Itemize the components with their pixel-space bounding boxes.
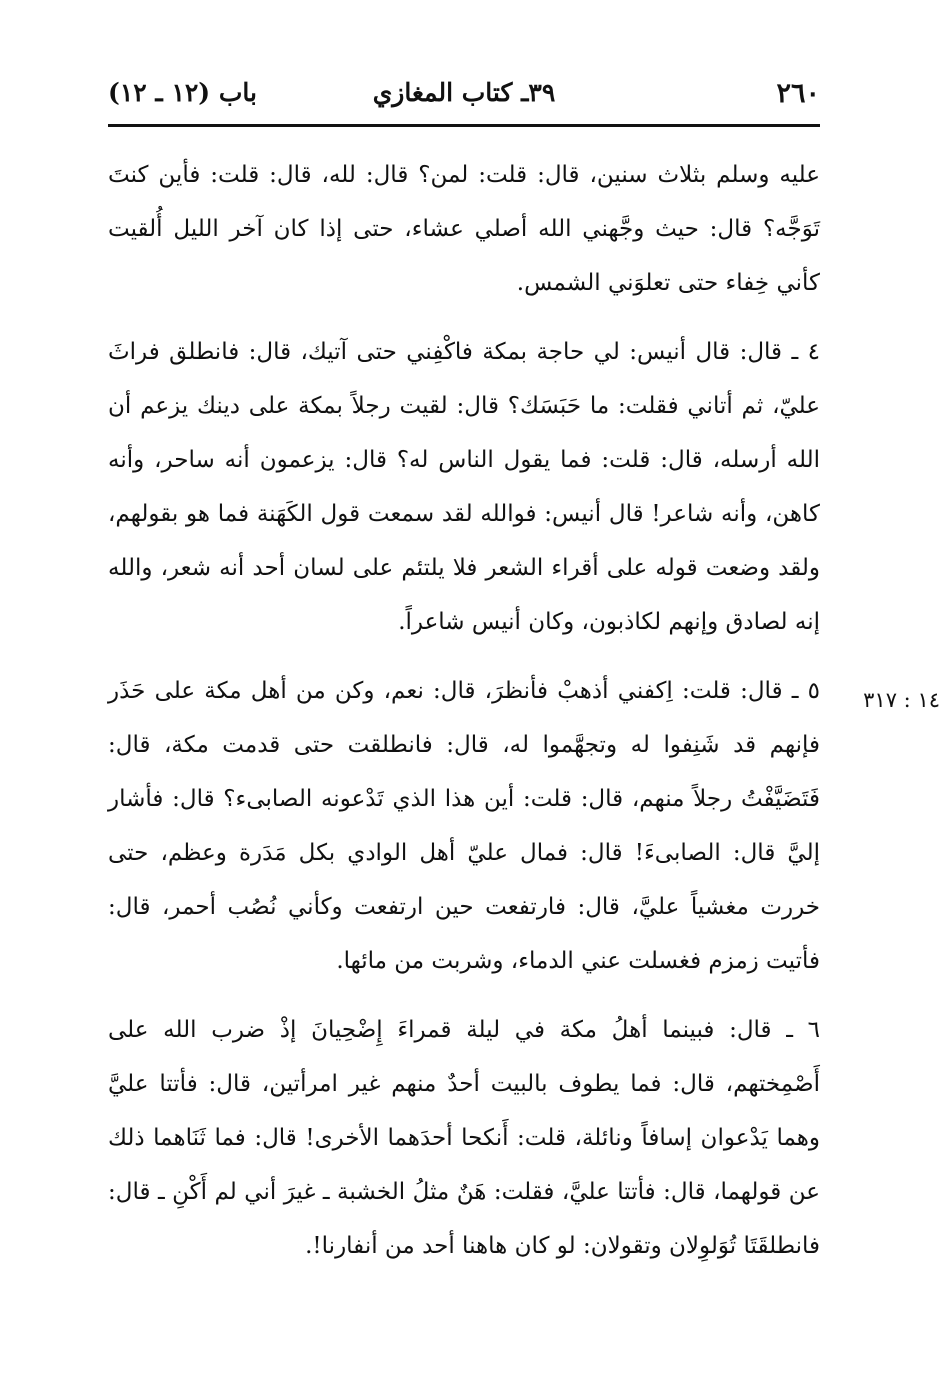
- paragraph-continuation: عليه وسلم بثلاث سنين، قال: قلت: لمن؟ قال: لله، قال: قلت: فأين كنتَ تَوَجَّه؟ قال: حيث وجَّهني الله أصلي عشاء، حتى إذا كان آخر الليل أُلقيت كأني خِفاء حتى تعلوَني الشمس.: [108, 162, 820, 296]
- book-title: ٣٩ـ كتاب المغازي: [372, 78, 556, 107]
- page-number: ٢٦٠: [776, 78, 820, 109]
- margin-reference: ١٤ : ٣١٧: [863, 688, 940, 712]
- paragraph-4: ٤ ـ قال: قال أنيس: لي حاجة بمكة فاكْفِني حتى آتيك، قال: فانطلق فراثَ عليّ، ثم أتاني فقلت: ما حَبَسَك؟ قال: لقيت رجلاً بمكة على دينك يزعم أن الله أرسله، قال: قلت: فما يقول الناس له؟ قال: يزعمون أنه ساحر، وأنه كاهن، وأنه شاعر! قال أنيس: فوالله لقد سمعت قول الكَهَنة فما هو بقولهم، ولقد وضعت قوله على أقراء الشعر فلا يلتئم على لسان أحد أنه شعر، والله إنه لصادق وإنهم لكاذبون، وكان أنيس شاعراً.: [108, 339, 820, 635]
- header-rule: [108, 124, 820, 127]
- running-header: [108, 78, 820, 118]
- paragraph-6: ٦ ـ قال: فبينما أهلُ مكة في ليلة قمراءَ إِضْحِيانَ إذْ ضرب الله على أَصْمِختهم، قال: فما يطوف بالبيت أحدٌ منهم غير امرأتين، قال: فأتتا عليَّ وهما يَدْعوان إسافاً ونائلة، قلت: أَنكحا أحدَهما الأخرى! قال: فما ثَنَاهما ذلك عن قولهما، قال: فأتتا عليَّ، فقلت: هَنٌ مثلُ الخشبة ـ غيرَ أني لم أَكْنِ ـ قال: فانطلقَتَا تُوَلوِلان وتقولان: لو كان هاهنا أحد من أنفارنا!.: [108, 1017, 820, 1259]
- main-text: [108, 148, 820, 1288]
- paragraph-5: ٥ ـ قال: قلت: اِكفني أذهبْ فأنظرَ، قال: نعم، وكن من أهل مكة على حَذَر فإنهم قد شَنِفوا له وتجهَّموا له، قال: فانطلقت حتى قدمت مكة، قال: فَتَضَيَّفْتُ رجلاً منهم، قال: قلت: أين هذا الذي تَدْعونه الصابىء؟ قال: فأشار إليَّ قال: الصابىءَ! قال: فمال عليّ أهل الوادي بكل مَدَرة وعظم، حتى خررت مغشياً عليَّ، قال: فارتفعت حين ارتفعت وكأني نُصُب أحمر، قال: فأتيت زمزم فغسلت عني الدماء، وشربت من مائها.: [108, 678, 820, 974]
- section-title: باب (١٢ ـ ١٢): [108, 78, 257, 107]
